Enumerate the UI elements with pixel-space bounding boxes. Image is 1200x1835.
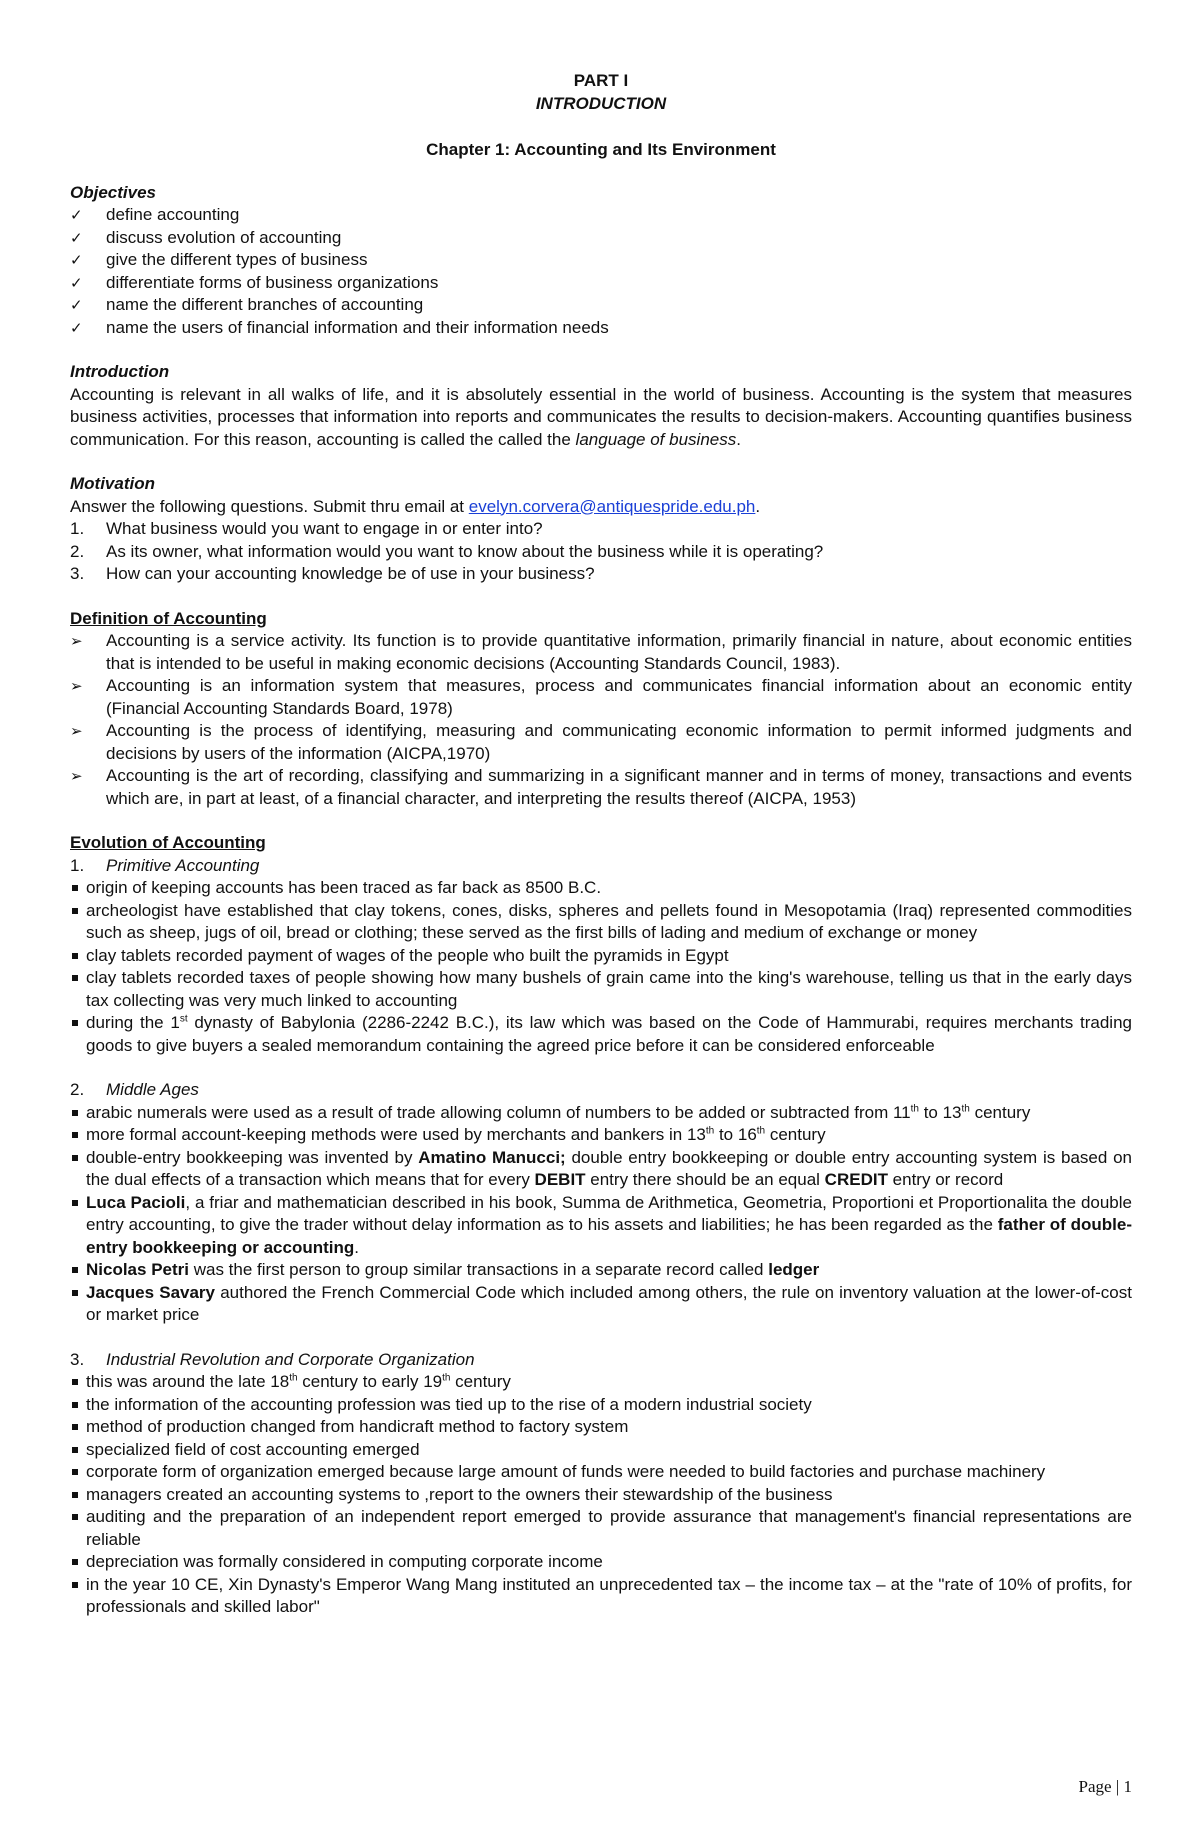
list-item: during the 1st dynasty of Babylonia (2286-2242 B.C.), its law which was based on the Code of Hammurabi, requires merchants trading goods to give buyers a sealed memorandum containing the agreed price before it can be considered enforceable	[70, 1012, 1132, 1057]
square-bullet-icon	[72, 1267, 78, 1273]
definition-list	[70, 630, 1132, 810]
objective-item: ✓ differentiate forms of business organizations	[70, 272, 1132, 295]
industrial-revolution-heading: 3. Industrial Revolution and Corporate Organization	[70, 1349, 475, 1369]
arrow-bullet-icon: ➢	[70, 632, 83, 650]
arrow-bullet-icon: ➢	[70, 767, 83, 785]
question-item: 3. How can your accounting knowledge be of use in your business?	[70, 564, 595, 583]
list-item: double-entry bookkeeping was invented by Amatino Manucci; double entry bookkeeping or double entry accounting system is based on the dual effects of a transaction which means that for every DEBIT entry there should be an equal CREDIT entry or record	[70, 1147, 1132, 1192]
primitive-accounting-heading: 1. Primitive Accounting	[70, 855, 260, 875]
list-item: origin of keeping accounts has been traced as far back as 8500 B.C.	[70, 877, 1132, 900]
objective-item: ✓ name the users of financial information and their information needs	[70, 317, 1132, 340]
check-icon: ✓	[70, 296, 83, 314]
list-item: archeologist have established that clay tokens, cones, disks, spheres and pellets found in Mesopotamia (Iraq) represented commodities such as sheep, jugs of oil, bread or clothing; these served as the first bills of lading and medium of exchange or money	[70, 900, 1132, 945]
email-link[interactable]: evelyn.corvera@antiquespride.edu.ph	[468, 496, 756, 516]
arrow-bullet-icon: ➢	[70, 722, 83, 740]
list-item: the information of the accounting profession was tied up to the rise of a modern industrial society	[70, 1394, 1132, 1417]
list-item: corporate form of organization emerged because large amount of funds were needed to build factories and purchase machinery	[70, 1461, 1132, 1484]
definition-item: ➢ Accounting is an information system that measures, process and communicates financial information about an economic entity (Financial Accounting Standards Board, 1978)	[70, 676, 1132, 718]
square-bullet-icon	[72, 1402, 78, 1408]
objective-item: ✓ give the different types of business	[70, 249, 1132, 272]
objective-item: ✓ define accounting	[70, 204, 1132, 227]
list-item: clay tablets recorded payment of wages of the people who built the pyramids in Egypt	[70, 945, 1132, 968]
list-item: this was around the late 18th century to early 19th century	[70, 1371, 1132, 1394]
question-item: 2. As its owner, what information would you want to know about the business while it is operating?	[70, 541, 824, 561]
square-bullet-icon	[72, 885, 78, 891]
industrial-list	[70, 1371, 1132, 1619]
list-item: depreciation was formally considered in computing corporate income	[70, 1551, 1132, 1574]
page-number: Page | 1	[1078, 1777, 1132, 1796]
primitive-list	[70, 877, 1132, 1057]
definition-item: ➢ Accounting is the process of identifying, measuring and communicating economic information to permit informed judgments and decisions by users of the information (AICPA,1970)	[70, 721, 1132, 763]
square-bullet-icon	[72, 1559, 78, 1565]
list-item: more formal account-keeping methods were used by merchants and bankers in 13th to 16th century	[70, 1124, 1132, 1147]
check-icon: ✓	[70, 228, 83, 247]
check-icon: ✓	[70, 318, 83, 337]
part-subtitle: INTRODUCTION	[535, 93, 667, 113]
introduction-paragraph: Accounting is relevant in all walks of life, and it is absolutely essential in the world of business. Accounting is the system that measures business activities, processes that information into reports and communicates the results to decision-makers. Accounting quantifies business communication. For this reason, accounting is called the called the language of business.	[70, 384, 1132, 449]
square-bullet-icon	[72, 1020, 78, 1026]
list-item: Nicolas Petri was the first person to group similar transactions in a separate record called ledger	[70, 1259, 1132, 1282]
square-bullet-icon	[72, 1132, 78, 1138]
square-bullet-icon	[72, 953, 78, 959]
document-page	[70, 70, 1132, 1619]
square-bullet-icon	[72, 1290, 78, 1296]
square-bullet-icon	[72, 1582, 78, 1588]
square-bullet-icon	[72, 1492, 78, 1498]
list-item: Jacques Savary authored the French Commercial Code which included among others, the rule on inventory valuation at the lower-of-cost or market price	[70, 1282, 1132, 1327]
check-icon: ✓	[70, 251, 83, 269]
list-item: clay tablets recorded taxes of people showing how many bushels of grain came into the king's warehouse, telling us that in the early days tax collecting was very much linked to accounting	[70, 967, 1132, 1012]
objective-item: ✓ name the different branches of accounting	[70, 294, 1132, 317]
check-icon: ✓	[70, 273, 83, 292]
evolution-heading: Evolution of Accounting	[70, 833, 266, 852]
list-item: auditing and the preparation of an independent report emerged to provide assurance that management's financial representations are reliable	[70, 1506, 1132, 1551]
definition-item: ➢ Accounting is a service activity. Its function is to provide quantitative information, primarily financial in nature, about economic entities that is intended to be useful in making economic decisions (Accounting Standards Council, 1983).	[70, 631, 1132, 673]
square-bullet-icon	[72, 1424, 78, 1430]
list-item: in the year 10 CE, Xin Dynasty's Emperor Wang Mang instituted an unprecedented tax – the income tax – at the "rate of 10% of profits, for professionals and skilled labor"	[70, 1574, 1132, 1619]
middle-ages-heading: 2. Middle Ages	[70, 1080, 199, 1099]
motivation-questions	[70, 518, 1132, 586]
list-item: arabic numerals were used as a result of trade allowing column of numbers to be added or subtracted from 11th to 13th century	[70, 1102, 1132, 1125]
objectives-heading: Objectives	[70, 182, 156, 202]
square-bullet-icon	[72, 1469, 78, 1475]
square-bullet-icon	[72, 1155, 78, 1161]
objectives-list	[70, 204, 1132, 339]
definition-item: ➢ Accounting is the art of recording, classifying and summarizing in a significant manner and in terms of money, transactions and events which are, in part at least, of a financial character, and interpreting the results thereof (AICPA, 1953)	[70, 766, 1132, 808]
middle-ages-list	[70, 1102, 1132, 1327]
square-bullet-icon	[72, 908, 78, 914]
check-icon: ✓	[70, 206, 83, 224]
question-item: 1. What business would you want to engage in or enter into?	[70, 519, 543, 538]
part-heading: PART I	[573, 71, 629, 90]
list-item: specialized field of cost accounting emerged	[70, 1439, 1132, 1462]
motivation-instructions: Answer the following questions. Submit thru email at evelyn.corvera@antiquespride.edu.ph.	[70, 496, 761, 516]
square-bullet-icon	[72, 1379, 78, 1385]
arrow-bullet-icon: ➢	[70, 677, 83, 695]
square-bullet-icon	[72, 1200, 78, 1206]
list-item: managers created an accounting systems to ,report to the owners their stewardship of the business	[70, 1484, 1132, 1507]
square-bullet-icon	[72, 1514, 78, 1520]
square-bullet-icon	[72, 1110, 78, 1116]
objective-item: ✓ discuss evolution of accounting	[70, 227, 1132, 250]
chapter-title: Chapter 1: Accounting and Its Environment	[426, 140, 776, 159]
list-item: Luca Pacioli, a friar and mathematician described in his book, Summa de Arithmetica, Geometria, Proportioni et Proportionalita the double entry accounting, to give the trader without delay information as to his assets and liabilities; he has been regarded as the father of double-entry bookkeeping or accounting.	[70, 1192, 1132, 1260]
motivation-heading: Motivation	[70, 474, 155, 493]
introduction-heading: Introduction	[70, 362, 170, 381]
square-bullet-icon	[72, 975, 78, 981]
square-bullet-icon	[72, 1447, 78, 1453]
definition-heading: Definition of Accounting	[70, 608, 267, 628]
list-item: method of production changed from handicraft method to factory system	[70, 1416, 1132, 1439]
